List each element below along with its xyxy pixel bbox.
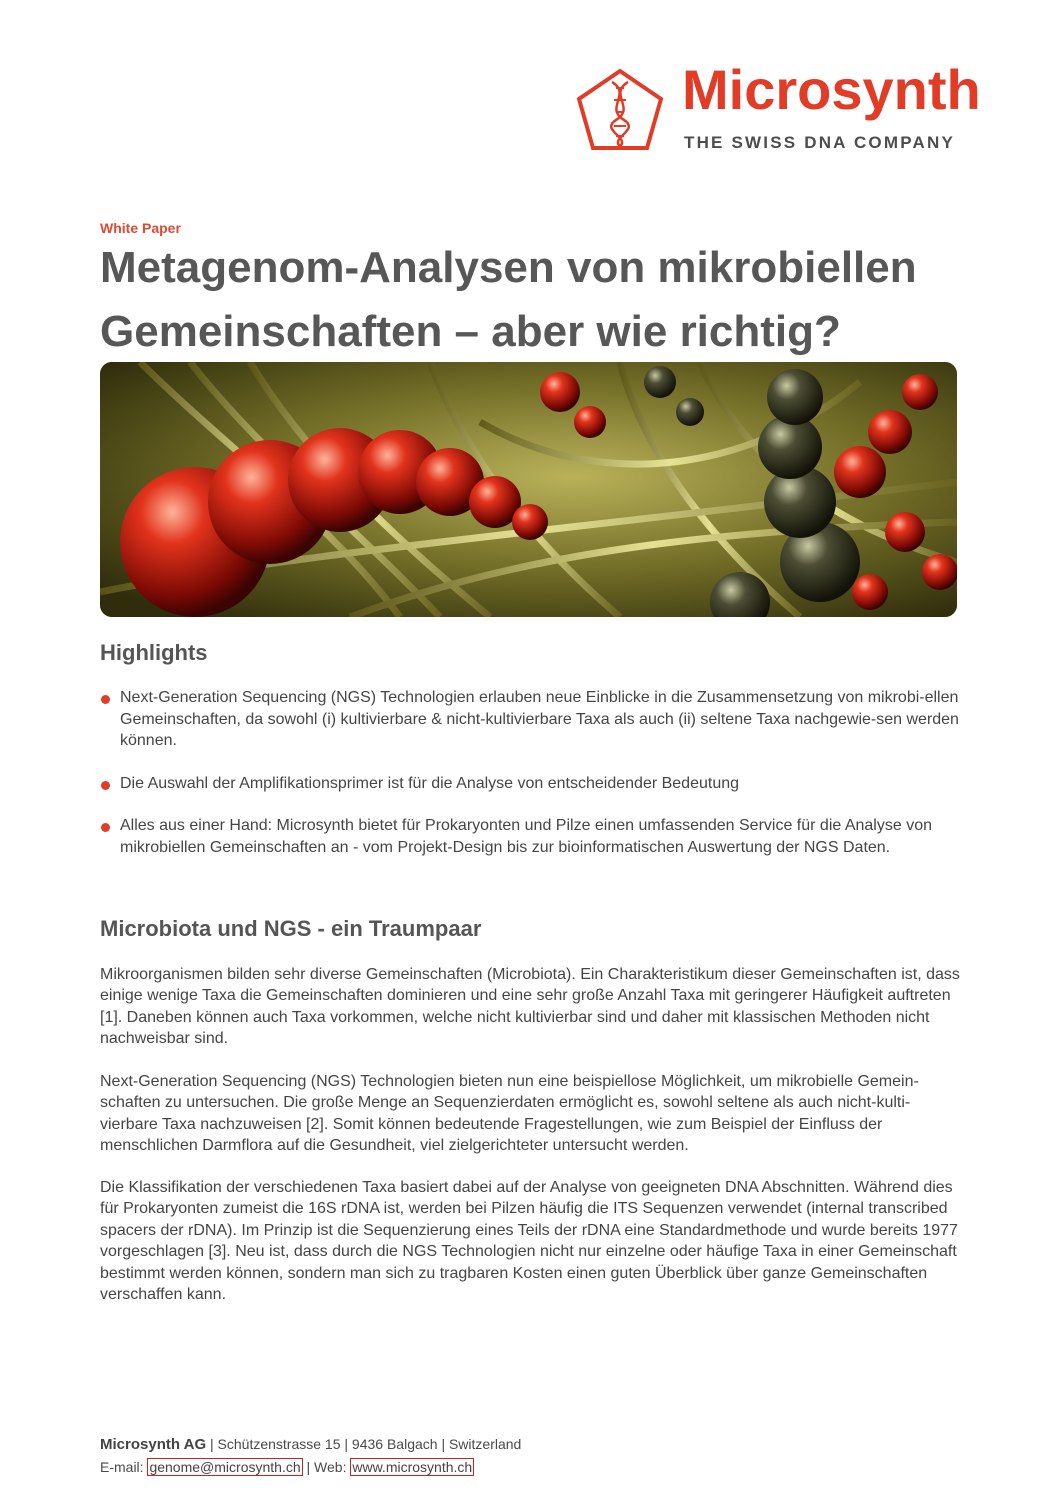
body-paragraph: Die Klassifikation der verschiedenen Taxa basiert dabei auf der Analyse von geeigneten DNA Abschnitten. Während dies für Prokaryonten zumeist die 16S rDNA ist, werden bei Pilzen häufig die ITS Sequenzen verwendet (internal transcribed spacers der rDNA). Im Prinzip ist die Sequenzierung eines Teils der rDNA eine Standardmethode und wurde bereits 1977 vorgeschlagen [3]. Neu ist, dass durch die NGS Technologien nicht nur einzelne oder häufige Taxa in einer Gemeinschaft bestimmt werden können, sondern man sich zu tragbaren Kosten einen guten Überblick über ganze Gemeinschaften verschaffen kann. xyxy=(100,1179,958,1304)
highlights-list xyxy=(100,687,960,879)
brand-name: Microsynth xyxy=(682,58,981,121)
highlights-heading: Highlights xyxy=(100,640,208,665)
email-link[interactable]: genome@microsynth.ch xyxy=(149,1459,301,1475)
bullet-icon xyxy=(101,695,110,704)
dna-pentagon-icon xyxy=(576,68,664,152)
footer-address-line: Microsynth AG | Schützenstrasse 15 | 9436 Balgach | Switzerland xyxy=(100,1436,522,1453)
website-link[interactable]: www.microsynth.ch xyxy=(352,1459,473,1475)
footer xyxy=(100,1433,521,1478)
section-heading: Microbiota und NGS - ein Traumpaar xyxy=(100,916,482,941)
email-label: E-mail: xyxy=(100,1459,144,1475)
list-item: Die Auswahl der Amplifikationsprimer ist für die Analyse von entscheidender Bedeutung xyxy=(100,773,960,795)
company-name: Microsynth AG xyxy=(100,1436,207,1453)
document-type-label: White Paper xyxy=(100,220,181,236)
hero-dna-image xyxy=(100,362,957,617)
list-item: Next-Generation Sequencing (NGS) Technologien erlauben neue Einblicke in die Zusammensetzung von mikrobi-ellen Gemeinschaften, da sowohl (i) kultivierbare & nicht-kultivierbare Taxa als auch (ii) seltene Taxa nachgewie-sen werden können. xyxy=(100,687,960,752)
footer-contact-line: E-mail: genome@microsynth.ch | Web: www.microsynth.ch xyxy=(100,1459,473,1475)
web-label: Web: xyxy=(314,1459,347,1475)
company-address: Schützenstrasse 15 | 9436 Balgach | Switzerland xyxy=(217,1436,522,1452)
brand-tagline: THE SWISS DNA COMPANY xyxy=(684,133,955,152)
bullet-icon xyxy=(101,823,110,832)
bullet-icon xyxy=(101,781,110,790)
page-title: Metagenom-Analysen von mikrobiellen Gemeinschaften – aber wie richtig? xyxy=(100,243,917,356)
body-paragraph: Next-Generation Sequencing (NGS) Technologien bieten nun eine beispiellose Möglichkeit, um mikrobielle Gemein-schaften zu untersuchen. Die große Menge an Sequenzierdaten ermöglicht es, sowohl seltene als auch nicht-kulti-vierbare Taxa nachzuweisen [2]. Somit können bedeutende Fragestellungen, wie zum Beispiel der Einfluss der menschlichen Darmflora auf die Gesundheit, viel zielgerichteter untersucht werden. xyxy=(100,1073,919,1155)
body-paragraph: Mikroorganismen bilden sehr diverse Gemeinschaften (Microbiota). Ein Charakteristikum dieser Gemeinschaften ist, dass einige wenige Taxa die Gemeinschaften dominieren und eine sehr große Anzahl Taxa mit geringerer Häufigkeit auftreten [1]. Daneben können auch Taxa vorkommen, welche nicht kultivierbar sind und daher mit klassischen Methoden nicht nachweisbar sind. xyxy=(100,966,960,1048)
list-item: Alles aus einer Hand: Microsynth bietet für Prokaryonten und Pilze einen umfassenden Service für die Analyse von mikrobiellen Gemeinschaften an - vom Projekt-Design bis zur bioinformatischen Auswertung der NGS Daten. xyxy=(100,815,960,858)
microsynth-logo xyxy=(576,58,981,156)
